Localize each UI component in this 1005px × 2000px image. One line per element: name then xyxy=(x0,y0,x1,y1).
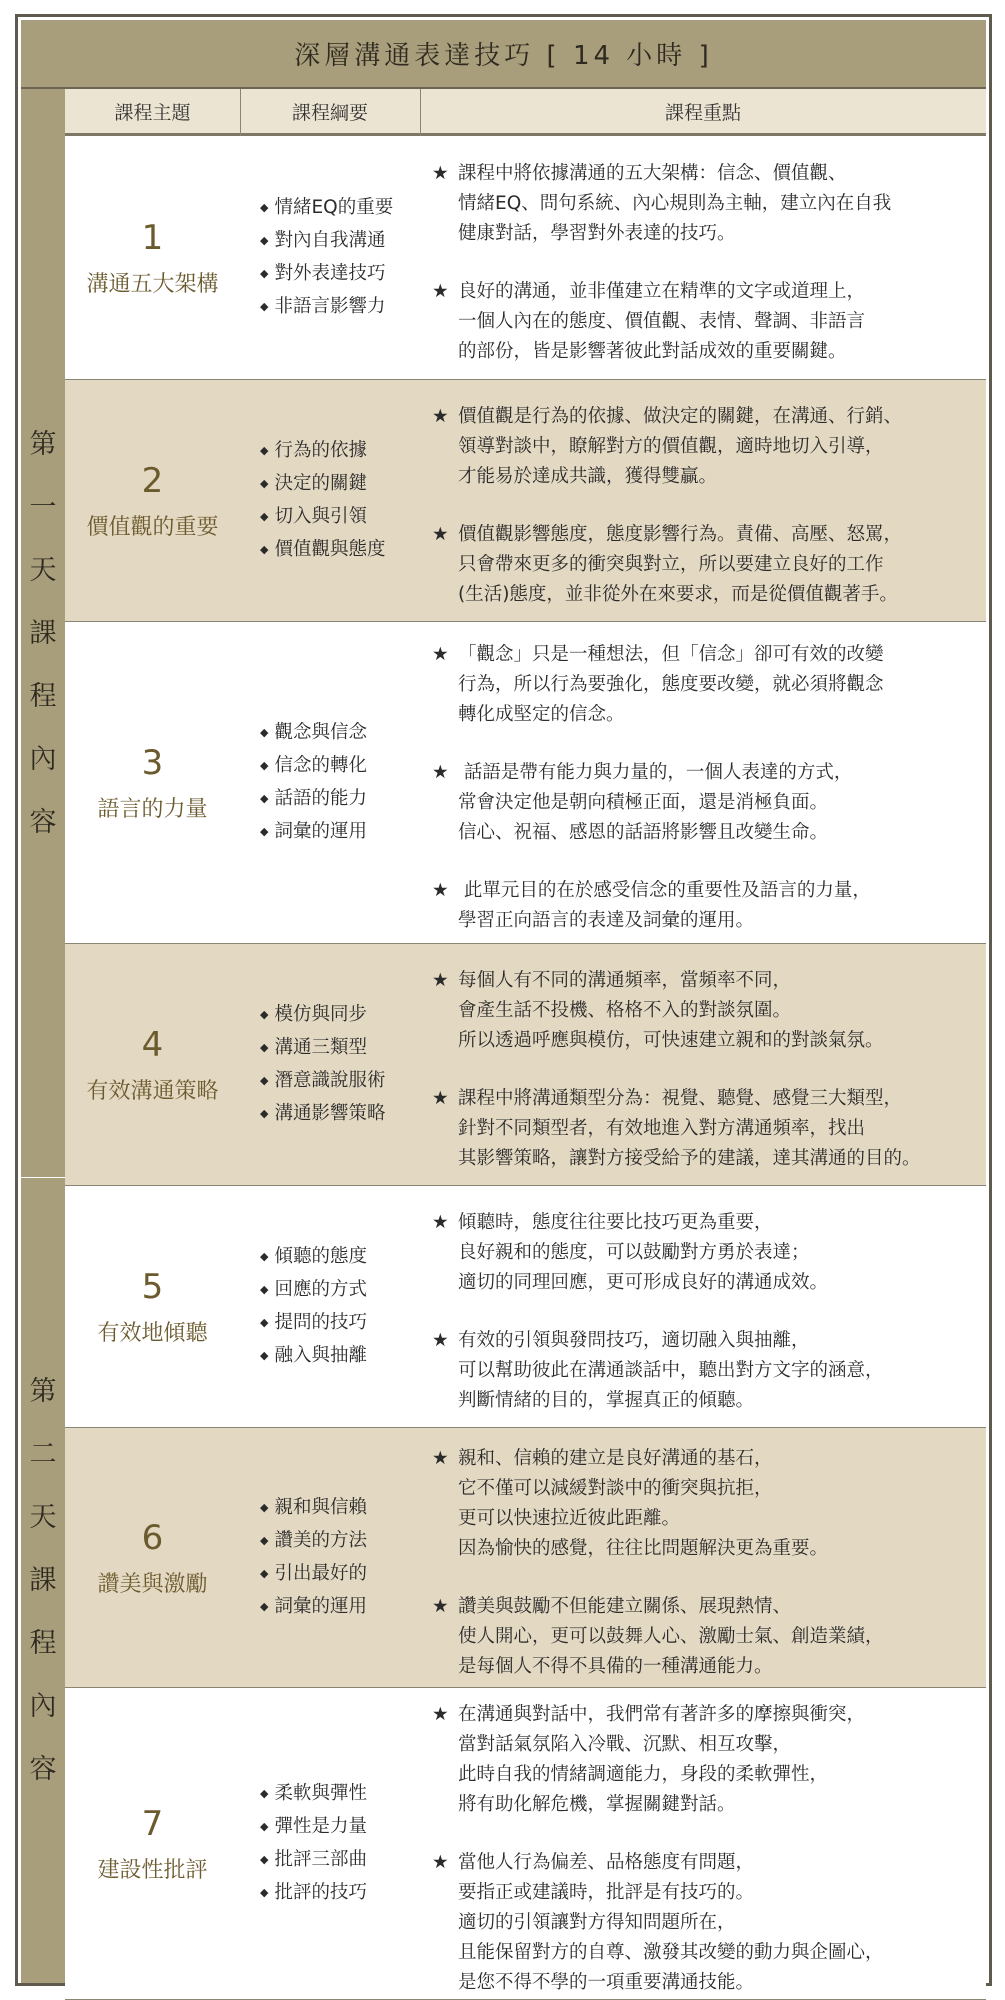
diamond-bullet-icon: ◆ xyxy=(260,1819,269,1833)
key-point-text: 是您不得不學的一項重要溝通技能。 xyxy=(458,1971,755,1993)
key-point-text: 課程中將依據溝通的五大架構：信念、價值觀、 xyxy=(458,162,847,184)
key-point xyxy=(432,1444,978,1564)
key-point-line xyxy=(432,1908,978,1938)
key-point-line xyxy=(432,1144,978,1174)
diamond-bullet-icon: ◆ xyxy=(260,758,269,772)
key-point-text: 「觀念」只是一種想法，但「信念」卻可有效的改變 xyxy=(458,643,884,665)
points-cell xyxy=(420,622,986,943)
topic-cell xyxy=(65,944,240,1185)
outline-item xyxy=(260,435,420,468)
diamond-bullet-icon: ◆ xyxy=(260,1348,269,1362)
header-topic: 課程主題 xyxy=(114,101,191,124)
key-point xyxy=(432,402,978,492)
diamond-bullet-icon: ◆ xyxy=(260,443,269,457)
key-point-text: 因為愉快的感覺，往往比問題解決更為重要。 xyxy=(458,1537,829,1559)
header-outline: 課程綱要 xyxy=(291,101,368,124)
key-point-line xyxy=(432,219,978,249)
star-icon: ★ xyxy=(432,1329,449,1351)
key-point-text: 讚美與鼓勵不但能建立關係、展現熱情、 xyxy=(458,1595,792,1617)
star-icon: ★ xyxy=(432,761,449,783)
key-point-text: 話語是帶有能力與力量的，一個人表達的方式， xyxy=(458,761,853,783)
outline-text: 話語的能力 xyxy=(274,787,367,809)
outline-item xyxy=(260,1844,420,1877)
key-point-text: 其影響策略，讓對方接受給予的建議，達其溝通的目的。 xyxy=(458,1147,921,1169)
side-label-char: 課 xyxy=(29,1565,57,1596)
outline-text: 詞彙的運用 xyxy=(274,1595,367,1617)
outline-item xyxy=(260,468,420,501)
diamond-bullet-icon: ◆ xyxy=(260,1852,269,1866)
key-point-line xyxy=(432,1730,978,1760)
diamond-bullet-icon: ◆ xyxy=(260,1500,269,1514)
outline-item xyxy=(260,717,420,750)
outline-text: 溝通影響策略 xyxy=(274,1102,386,1124)
key-point-text: 常會決定他是朝向積極正面，還是消極負面。 xyxy=(458,791,829,813)
key-point-line xyxy=(432,1968,978,1998)
outline-text: 切入與引領 xyxy=(274,505,367,527)
title-bar xyxy=(21,20,986,89)
key-point-text: 每個人有不同的溝通頻率，當頻率不同， xyxy=(458,969,792,991)
outline-item xyxy=(260,783,420,816)
outline-item xyxy=(260,1065,420,1098)
diamond-bullet-icon: ◆ xyxy=(260,1282,269,1296)
outline-text: 柔軟與彈性 xyxy=(274,1782,367,1804)
outline-item xyxy=(260,291,420,324)
outline-text: 提問的技巧 xyxy=(274,1311,367,1333)
key-point-line xyxy=(432,758,978,788)
diamond-bullet-icon: ◆ xyxy=(260,791,269,805)
key-point-text: 此時自我的情緒調適能力，身段的柔軟彈性， xyxy=(458,1763,829,1785)
points-cell xyxy=(420,1688,986,1999)
key-point-text: 價值觀影響態度，態度影響行為。責備、高壓、怒罵， xyxy=(458,523,903,545)
key-point-text: 適切的同理回應，更可形成良好的溝通成效。 xyxy=(458,1271,829,1293)
unit-number: 4 xyxy=(141,1025,164,1065)
key-point-line xyxy=(432,159,978,189)
outline-item xyxy=(260,1778,420,1811)
side-label-char: 課 xyxy=(29,617,57,649)
side-label-char: 內 xyxy=(29,1691,57,1722)
outline-text: 詞彙的運用 xyxy=(274,820,367,842)
key-point-text: 所以透過呼應與模仿，可快速建立親和的對談氣氛。 xyxy=(458,1029,884,1051)
star-icon: ★ xyxy=(432,1087,449,1109)
key-point-line xyxy=(432,1790,978,1820)
key-point-text: 有效的引領與發問技巧，適切融入與抽離， xyxy=(458,1329,810,1351)
topic-cell xyxy=(65,380,240,621)
outline-cell xyxy=(240,944,420,1185)
outline-item xyxy=(260,1340,420,1373)
outline-text: 傾聽的態度 xyxy=(274,1245,367,1267)
outline-text: 親和與信賴 xyxy=(274,1496,367,1518)
page-title: 深層溝通表達技巧 [ 14 小時 ] xyxy=(294,41,713,71)
points-cell xyxy=(420,136,986,379)
outline-text: 非語言影響力 xyxy=(274,295,386,317)
key-point-text: 情緒EQ、問句系統、內心規則為主軸，建立內在自我 xyxy=(458,192,892,214)
key-point-text: 更可以快速拉近彼此距離。 xyxy=(458,1507,681,1529)
outline-item xyxy=(260,1877,420,1910)
key-point-line xyxy=(432,1848,978,1878)
key-point-text: (生活)態度，並非從外在來要求，而是從價值觀著手。 xyxy=(458,583,898,605)
outline-item xyxy=(260,1492,420,1525)
key-point-text: 領導對談中，瞭解對方的價值觀，適時地切入引導， xyxy=(458,435,884,457)
topic-cell xyxy=(65,1688,240,1999)
star-icon: ★ xyxy=(432,969,449,991)
outline-text: 回應的方式 xyxy=(274,1278,367,1300)
diamond-bullet-icon: ◆ xyxy=(260,200,269,214)
outline-item xyxy=(260,534,420,567)
side-label-char: 第 xyxy=(29,1376,57,1407)
key-point xyxy=(432,520,978,610)
key-point-line xyxy=(432,1238,978,1268)
key-point-text: 可以幫助彼此在溝通談話中，聽出對方文字的涵意， xyxy=(458,1359,884,1381)
outline-text: 批評的技巧 xyxy=(274,1881,367,1903)
key-point-text: 學習正向語言的表達及詞彙的運用。 xyxy=(458,909,755,931)
course-row xyxy=(65,1186,986,1428)
key-point xyxy=(432,876,978,936)
topic-cell xyxy=(65,622,240,943)
key-point xyxy=(432,1592,978,1682)
key-point-line xyxy=(432,189,978,219)
key-point-line xyxy=(432,462,978,492)
key-point-text: 課程中將溝通類型分為：視覺、聽覺、感覺三大類型， xyxy=(458,1087,903,1109)
course-row xyxy=(65,380,986,622)
unit-number: 3 xyxy=(141,743,164,783)
star-icon: ★ xyxy=(432,1447,449,1469)
course-row xyxy=(65,136,986,380)
key-point-line xyxy=(432,432,978,462)
star-icon: ★ xyxy=(432,1595,449,1617)
key-point-line xyxy=(432,966,978,996)
key-point-line xyxy=(432,1474,978,1504)
key-point-text: 良好的溝通，並非僅建立在精準的文字或道理上， xyxy=(458,280,866,302)
outline-item xyxy=(260,1591,420,1624)
outline-item xyxy=(260,1811,420,1844)
key-point-text: 行為，所以行為要強化，態度要改變，就必須將觀念 xyxy=(458,673,884,695)
key-point-text: 是每個人不得不具備的一種溝通能力。 xyxy=(458,1655,773,1677)
key-point-text: 只會帶來更多的衝突與對立，所以要建立良好的工作 xyxy=(458,553,884,575)
diamond-bullet-icon: ◆ xyxy=(260,1106,269,1120)
diamond-bullet-icon: ◆ xyxy=(260,1885,269,1899)
key-point-line xyxy=(432,670,978,700)
outline-text: 潛意識說服術 xyxy=(274,1069,386,1091)
outline-item xyxy=(260,999,420,1032)
side-label-char: 內 xyxy=(29,743,57,775)
outline-text: 模仿與同步 xyxy=(274,1003,367,1025)
key-point xyxy=(432,277,978,367)
side-label-char: 容 xyxy=(29,1754,57,1785)
star-icon: ★ xyxy=(432,405,449,427)
outline-text: 對外表達技巧 xyxy=(274,262,386,284)
outline-item xyxy=(260,1032,420,1065)
star-icon: ★ xyxy=(432,523,449,545)
key-point-line xyxy=(432,1652,978,1682)
topic-cell xyxy=(65,1428,240,1687)
unit-topic: 有效溝通策略 xyxy=(86,1079,219,1104)
diamond-bullet-icon: ◆ xyxy=(260,1786,269,1800)
key-point-text: 傾聽時，態度往往要比技巧更為重要， xyxy=(458,1211,773,1233)
key-point-line xyxy=(432,580,978,610)
key-point xyxy=(432,1084,978,1174)
key-point-line xyxy=(432,906,978,936)
day1-side-label xyxy=(21,89,66,1177)
outline-cell xyxy=(240,136,420,379)
key-point-text: 良好親和的態度，可以鼓勵對方勇於表達； xyxy=(458,1241,810,1263)
key-point xyxy=(432,640,978,730)
key-point-line xyxy=(432,1026,978,1056)
star-icon: ★ xyxy=(432,879,449,901)
key-point xyxy=(432,1700,978,1820)
key-point-line xyxy=(432,1700,978,1730)
key-point-text: 親和、信賴的建立是良好溝通的基石， xyxy=(458,1447,773,1469)
key-point-text: 針對不同類型者，有效地進入對方溝通頻率，找出 xyxy=(458,1117,866,1139)
star-icon: ★ xyxy=(432,1851,449,1873)
diamond-bullet-icon: ◆ xyxy=(260,233,269,247)
outline-text: 決定的關鍵 xyxy=(274,472,367,494)
key-point-line xyxy=(432,402,978,432)
key-point xyxy=(432,758,978,848)
key-point-line xyxy=(432,307,978,337)
diamond-bullet-icon: ◆ xyxy=(260,1249,269,1263)
key-point-line xyxy=(432,1878,978,1908)
diamond-bullet-icon: ◆ xyxy=(260,1040,269,1054)
unit-topic: 有效地傾聽 xyxy=(97,1321,208,1346)
diamond-bullet-icon: ◆ xyxy=(260,299,269,313)
outline-item xyxy=(260,225,420,258)
outline-text: 彈性是力量 xyxy=(274,1815,367,1837)
outline-text: 引出最好的 xyxy=(274,1562,367,1584)
key-point-text: 此單元目的在於感受信念的重要性及語言的力量， xyxy=(458,879,871,901)
outline-text: 讚美的方法 xyxy=(274,1529,367,1551)
outline-cell xyxy=(240,1428,420,1687)
unit-number: 1 xyxy=(141,218,164,258)
outline-cell xyxy=(240,1688,420,1999)
key-point-line xyxy=(432,1326,978,1356)
key-point xyxy=(432,966,978,1056)
diamond-bullet-icon: ◆ xyxy=(260,476,269,490)
points-cell xyxy=(420,944,986,1185)
side-label-char: 一 xyxy=(29,491,57,523)
key-point-line xyxy=(432,1444,978,1474)
points-cell xyxy=(420,1428,986,1687)
outline-text: 觀念與信念 xyxy=(274,721,367,743)
side-label-char: 二 xyxy=(29,1439,57,1470)
course-row xyxy=(65,1428,986,1688)
key-point-line xyxy=(432,1938,978,1968)
key-point-text: 在溝通與對話中，我們常有著許多的摩擦與衝突， xyxy=(458,1703,866,1725)
outline-item xyxy=(260,192,420,225)
unit-topic: 溝通五大架構 xyxy=(86,272,219,297)
outline-item xyxy=(260,1274,420,1307)
diamond-bullet-icon: ◆ xyxy=(260,1533,269,1547)
side-label-char: 第 xyxy=(29,428,57,460)
key-point-line xyxy=(432,1114,978,1144)
key-point-line xyxy=(432,1268,978,1298)
unit-number: 7 xyxy=(141,1804,164,1844)
key-point-line xyxy=(432,1592,978,1622)
key-point xyxy=(432,1326,978,1416)
key-point-text: 判斷情緒的目的，掌握真正的傾聽。 xyxy=(458,1389,755,1411)
key-point-line xyxy=(432,277,978,307)
outline-text: 批評三部曲 xyxy=(274,1848,367,1870)
key-point-text: 的部份，皆是影響著彼此對話成效的重要關鍵。 xyxy=(458,340,847,362)
key-point-line xyxy=(432,996,978,1026)
outline-text: 行為的依據 xyxy=(274,439,367,461)
outline-cell xyxy=(240,380,420,621)
unit-number: 5 xyxy=(141,1267,164,1307)
course-row xyxy=(65,1688,986,2000)
key-point-line xyxy=(432,1504,978,1534)
key-point-text: 會產生話不投機、格格不入的對談氛圍。 xyxy=(458,999,792,1021)
header-row xyxy=(65,89,986,136)
diamond-bullet-icon: ◆ xyxy=(260,725,269,739)
outline-item xyxy=(260,1098,420,1131)
unit-number: 2 xyxy=(141,461,164,501)
star-icon: ★ xyxy=(432,1703,449,1725)
outline-item xyxy=(260,501,420,534)
key-point xyxy=(432,1208,978,1298)
side-label-char: 天 xyxy=(29,554,57,586)
key-point-text: 使人開心，更可以鼓舞人心、激勵士氣、創造業績， xyxy=(458,1625,884,1647)
topic-cell xyxy=(65,136,240,379)
course-table xyxy=(15,14,992,1993)
outline-item xyxy=(260,1307,420,1340)
unit-topic: 讚美與激勵 xyxy=(97,1572,208,1597)
course-row xyxy=(65,944,986,1186)
unit-topic: 建設性批評 xyxy=(97,1858,208,1883)
header-points: 課程重點 xyxy=(664,101,741,124)
star-icon: ★ xyxy=(432,643,449,665)
course-row xyxy=(65,622,986,944)
diamond-bullet-icon: ◆ xyxy=(260,1566,269,1580)
outline-cell xyxy=(240,1186,420,1427)
diamond-bullet-icon: ◆ xyxy=(260,509,269,523)
points-cell xyxy=(420,1186,986,1427)
key-point-line xyxy=(432,876,978,906)
side-label-char: 天 xyxy=(29,1502,57,1533)
side-label-char: 程 xyxy=(29,680,57,712)
diamond-bullet-icon: ◆ xyxy=(260,1315,269,1329)
key-point-line xyxy=(432,520,978,550)
outline-cell xyxy=(240,622,420,943)
key-point-text: 轉化成堅定的信念。 xyxy=(458,703,625,725)
key-point-text: 一個人內在的態度、價值觀、表情、聲調、非語言 xyxy=(458,310,866,332)
key-point-line xyxy=(432,1208,978,1238)
key-point-line xyxy=(432,788,978,818)
diamond-bullet-icon: ◆ xyxy=(260,266,269,280)
key-point-line xyxy=(432,1084,978,1114)
side-label-char: 程 xyxy=(29,1628,57,1659)
key-point-text: 適切的引領讓對方得知問題所在， xyxy=(458,1911,736,1933)
diamond-bullet-icon: ◆ xyxy=(260,1007,269,1021)
key-point-text: 將有助化解危機，掌握關鍵對話。 xyxy=(458,1793,736,1815)
unit-topic: 語言的力量 xyxy=(97,797,208,822)
key-point-line xyxy=(432,640,978,670)
key-point-line xyxy=(432,1386,978,1416)
key-point-line xyxy=(432,1760,978,1790)
key-point-line xyxy=(432,818,978,848)
outline-item xyxy=(260,258,420,291)
side-label-char: 容 xyxy=(29,806,57,838)
unit-topic: 價值觀的重要 xyxy=(86,515,219,540)
diamond-bullet-icon: ◆ xyxy=(260,1073,269,1087)
key-point-line xyxy=(432,550,978,580)
outline-item xyxy=(260,1558,420,1591)
key-point-line xyxy=(432,337,978,367)
star-icon: ★ xyxy=(432,280,449,302)
diamond-bullet-icon: ◆ xyxy=(260,542,269,556)
star-icon: ★ xyxy=(432,162,449,184)
key-point-text: 當他人行為偏差、品格態度有問題， xyxy=(458,1851,755,1873)
key-point-text: 價值觀是行為的依據、做決定的關鍵，在溝通、行銷、 xyxy=(458,405,903,427)
key-point-line xyxy=(432,1356,978,1386)
outline-text: 溝通三類型 xyxy=(274,1036,367,1058)
topic-cell xyxy=(65,1186,240,1427)
star-icon: ★ xyxy=(432,1211,449,1233)
key-point-text: 才能易於達成共識，獲得雙贏。 xyxy=(458,465,718,487)
unit-number: 6 xyxy=(141,1518,164,1558)
points-cell xyxy=(420,380,986,621)
outline-text: 融入與抽離 xyxy=(274,1344,367,1366)
outline-item xyxy=(260,1241,420,1274)
diamond-bullet-icon: ◆ xyxy=(260,824,269,838)
outline-text: 價值觀與態度 xyxy=(274,538,386,560)
key-point-text: 要指正或建議時，批評是有技巧的。 xyxy=(458,1881,755,1903)
outline-item xyxy=(260,750,420,783)
outline-item xyxy=(260,1525,420,1558)
key-point-text: 信心、祝福、感恩的話語將影響且改變生命。 xyxy=(458,821,829,843)
diamond-bullet-icon: ◆ xyxy=(260,1599,269,1613)
key-point-text: 健康對話，學習對外表達的技巧。 xyxy=(458,222,736,244)
key-point-text: 當對話氣氛陷入冷戰、沉默、相互攻擊， xyxy=(458,1733,792,1755)
day2-side-label xyxy=(21,1178,66,1983)
outline-item xyxy=(260,816,420,849)
key-point xyxy=(432,1848,978,1998)
outline-text: 情緒EQ的重要 xyxy=(274,196,394,218)
outline-text: 對內自我溝通 xyxy=(274,229,386,251)
key-point xyxy=(432,159,978,249)
key-point-line xyxy=(432,700,978,730)
key-point-text: 且能保留對方的自尊、激發其改變的動力與企圖心， xyxy=(458,1941,884,1963)
outline-text: 信念的轉化 xyxy=(274,754,367,776)
key-point-line xyxy=(432,1534,978,1564)
key-point-line xyxy=(432,1622,978,1652)
key-point-text: 它不僅可以減緩對談中的衝突與抗拒， xyxy=(458,1477,773,1499)
